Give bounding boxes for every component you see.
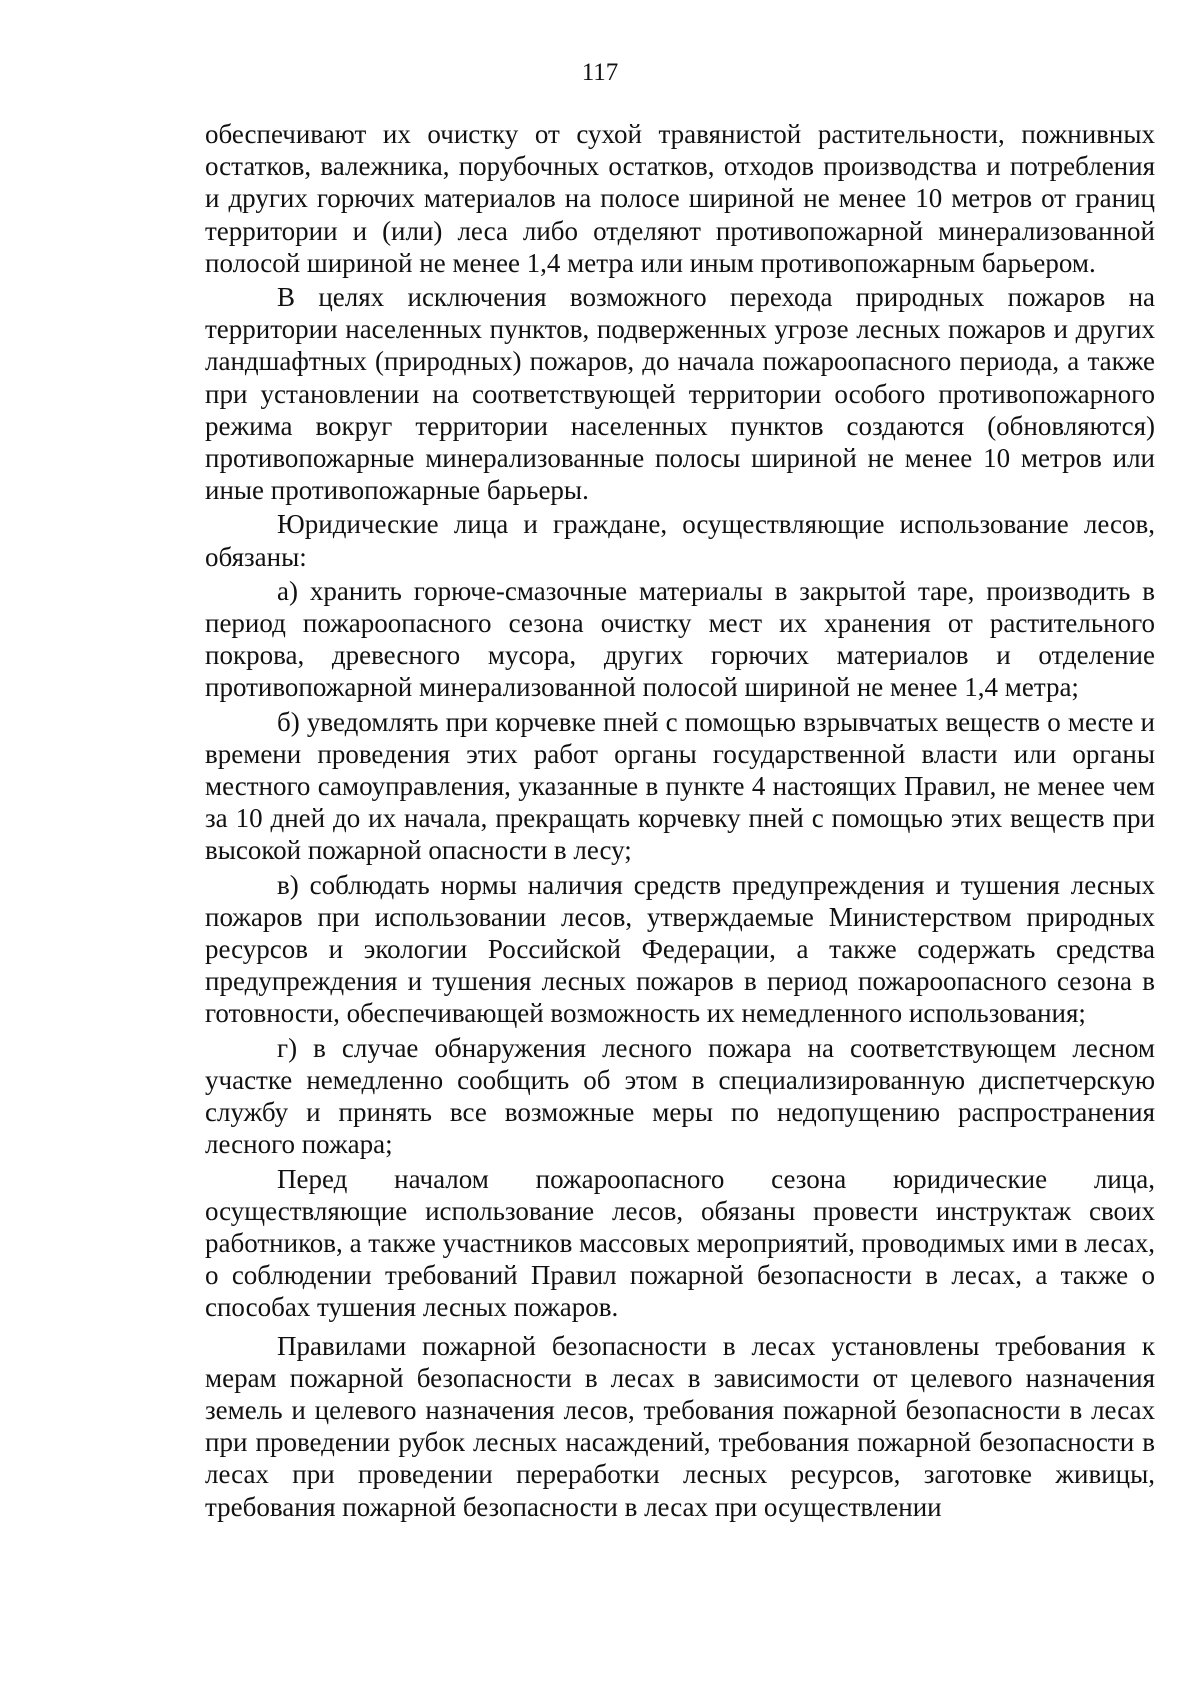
list-item-g: г) в случае обнаружения лесного пожара на соответствующем лесном участке немедленно сообщить об этом в специализированную диспетчерскую службу и принять все возможные меры по недопущению распространения лесного пожара; [205, 1032, 1155, 1160]
paragraph-continuation: обеспечивают их очистку от сухой травянистой растительности, пожнивных остатков, валежника, порубочных остатков, отходов производства и потребления и других горючих материалов на полосе шириной не менее 10 метров от границ территории и (или) леса либо отделяют противопожарной минерализованной полосой шириной не менее 1,4 метра или иным противопожарным барьером. [205, 119, 1155, 278]
list-item-b: б) уведомлять при корчевке пней с помощью взрывчатых веществ о месте и времени проведения этих работ органы государственной власти или органы местного самоуправления, указанные в пункте 4 настоящих Правил, не менее чем за 10 дней до их начала, прекращать корчевку пней с помощью этих веществ при высокой пожарной опасности в лесу; [205, 706, 1155, 866]
document-body [205, 118, 1155, 1523]
list-item-v: в) соблюдать нормы наличия средств предупреждения и тушения лесных пожаров при использовании лесов, утверждаемые Министерством природных ресурсов и экологии Российской Федерации, а также содержать средства предупреждения и тушения лесных пожаров в период пожароопасного сезона в готовности, обеспечивающей возможность их немедленного использования; [205, 869, 1155, 1029]
paragraph-obligations-intro: Юридические лица и граждане, осуществляющие использование лесов, обязаны: [205, 509, 1155, 572]
list-item-a: а) хранить горюче-смазочные материалы в закрытой таре, производить в период пожароопасного сезона очистку мест их хранения от растительного покрова, древесного мусора, других горючих материалов и отделение противопожарной минерализованной полосой шириной не менее 1,4 метра; [205, 575, 1155, 703]
page-number: 117 [581, 59, 619, 86]
paragraph-settlement-protection: В целях исключения возможного перехода природных пожаров на территории населенных пунктов, подверженных угрозе лесных пожаров и других ландшафтных (природных) пожаров, до начала пожароопасного периода, а также при установлении на соответствующей территории особого противопожарного режима вокруг территории населенных пунктов создаются (обновляются) противопожарные минерализованные полосы шириной не менее 10 метров или иные противопожарные барьеры. [205, 282, 1155, 506]
paragraph-rules-requirements: Правилами пожарной безопасности в лесах установлены требования к мерам пожарной безопасности в лесах в зависимости от целевого назначения земель и целевого назначения лесов, требования пожарной безопасности в лесах при проведении рубок лесных насаждений, требования пожарной безопасности в лесах при проведении переработки лесных ресурсов, заготовке живицы, требования пожарной безопасности в лесах при осуществлении [205, 1330, 1155, 1522]
paragraph-briefing: Перед началом пожароопасного сезона юридические лица, осуществляющие использование лесов, обязаны провести инструктаж своих работников, а также участников массовых мероприятий, проводимых ими в лесах, о соблюдении требований Правил пожарной безопасности в лесах, а также о способах тушения лесных пожаров. [205, 1163, 1155, 1323]
